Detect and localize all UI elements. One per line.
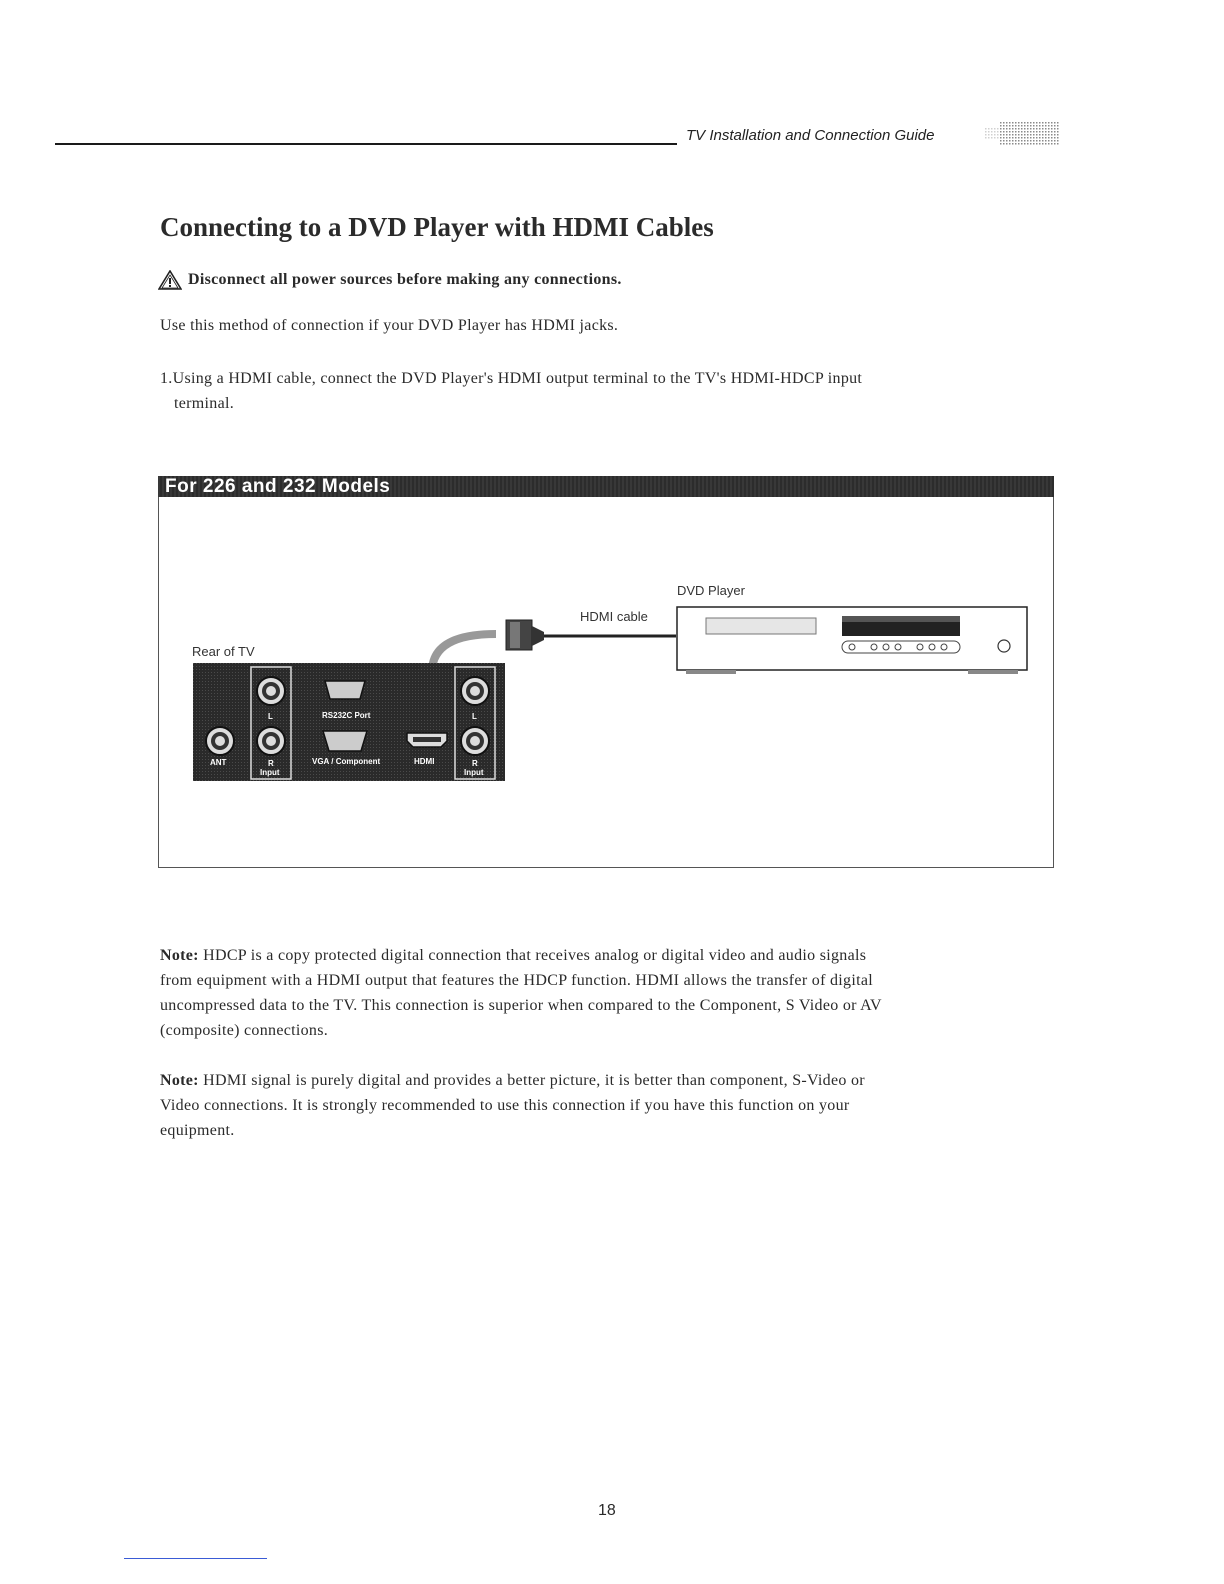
step-1-line-1: 1.Using a HDMI cable, connect the DVD Player's HDMI output terminal to the TV's HDMI-HDCP input — [160, 370, 863, 387]
port-label-left-input: Input — [260, 768, 280, 777]
port-label-right-r: R — [472, 759, 478, 768]
intro-text: Use this method of connection if your DVD Player has HDMI jacks. — [160, 317, 619, 334]
note-hdmi — [160, 1068, 1040, 1143]
dvd-player-label: DVD Player — [677, 583, 745, 598]
dvd-player-illustration — [676, 606, 1028, 676]
note-hdcp — [160, 943, 1040, 1043]
page-title: Connecting to a DVD Player with HDMI Cables — [160, 212, 714, 242]
port-label-vga-component: VGA / Component — [312, 757, 381, 766]
header-tab-graphic — [982, 119, 1060, 147]
hdmi-cable-label: HDMI cable — [580, 609, 648, 624]
port-label-hdmi: HDMI — [414, 757, 435, 766]
port-label-right-l: L — [472, 712, 477, 721]
note-line: HDMI signal is purely digital and provides a better picture, it is better than component, S-Video or — [203, 1072, 865, 1089]
note-label: Note: — [160, 1072, 199, 1089]
note-label: Note: — [160, 947, 199, 964]
note-line: from equipment with a HDMI output that features the HDCP function. HDMI allows the transfer of digital — [160, 972, 873, 989]
note-line: equipment. — [160, 1122, 235, 1139]
port-label-rs232c: RS232C Port — [322, 711, 371, 720]
note-line: HDCP is a copy protected digital connection that receives analog or digital video and audio signals — [203, 947, 867, 964]
port-label-ant: ANT — [210, 758, 227, 767]
step-1-line-2: terminal. — [174, 395, 235, 412]
header-rule — [55, 143, 677, 145]
header-title: TV Installation and Connection Guide — [686, 127, 935, 144]
port-label-left-r: R — [268, 759, 274, 768]
note-line: Video connections. It is strongly recommended to use this connection if you have this function on your — [160, 1097, 850, 1114]
diagram-panel-title: For 226 and 232 Models — [165, 476, 391, 497]
warning-triangle-icon — [158, 270, 182, 290]
warning-line — [158, 270, 622, 290]
page-number: 18 — [598, 1502, 616, 1519]
warning-text: Disconnect all power sources before making any connections. — [188, 271, 622, 288]
step-1 — [160, 366, 1040, 416]
footer-rule — [124, 1558, 267, 1559]
note-line: uncompressed data to the TV. This connection is superior when compared to the Component, S Video or AV — [160, 997, 882, 1014]
rear-of-tv-label: Rear of TV — [192, 644, 255, 659]
note-line: (composite) connections. — [160, 1022, 329, 1039]
port-label-right-input: Input — [464, 768, 484, 777]
port-label-left-l: L — [268, 712, 273, 721]
